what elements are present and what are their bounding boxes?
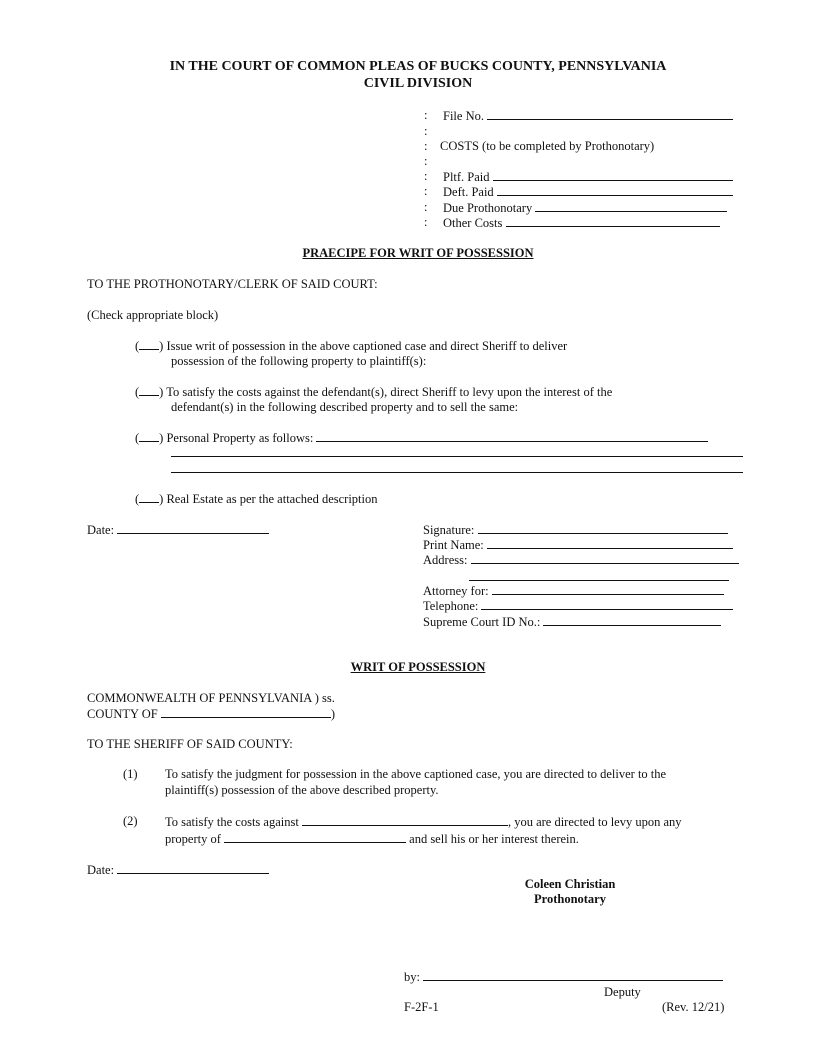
writ-title: WRIT OF POSSESSION	[350, 660, 486, 674]
writ-item-2-number: (2)	[123, 814, 138, 828]
attorney-for-row: Attorney for:	[423, 583, 724, 599]
prothonotary-name: Coleen Christian	[524, 877, 616, 891]
pltf-paid-row: Pltf. Paid	[443, 169, 733, 185]
caption-colon-7: :	[424, 200, 428, 214]
caption-colon-2: :	[424, 124, 428, 138]
other-costs-field[interactable]	[506, 215, 720, 227]
writ-item-1-line1: To satisfy the judgment for possession in the above captioned case, you are directed to deliver to the	[165, 767, 667, 781]
praecipe-title: PRAECIPE FOR WRIT OF POSSESSION	[302, 246, 534, 260]
writ-date: Date:	[87, 862, 269, 878]
file-no-field[interactable]	[487, 108, 733, 120]
caption-colon-6: :	[424, 184, 428, 198]
to-sheriff: TO THE SHERIFF OF SAID COUNTY:	[87, 737, 293, 751]
check-instruction: (Check appropriate block)	[87, 308, 219, 322]
signature-field[interactable]	[478, 522, 728, 534]
option-possession: ( ) Issue writ of possession in the above captioned case and direct Sheriff to deliver	[135, 339, 568, 353]
checkbox-costs[interactable]: ( )	[135, 385, 164, 399]
signature-row: Signature:	[423, 522, 728, 538]
personal-property-field-3[interactable]	[171, 472, 743, 473]
caption-colon-1: :	[424, 108, 428, 122]
deft-paid-row: Deft. Paid	[443, 184, 733, 200]
writ-date-field[interactable]	[117, 862, 269, 874]
address-field-2[interactable]	[469, 580, 729, 581]
to-prothonotary: TO THE PROTHONOTARY/CLERK OF SAID COURT:	[87, 277, 378, 291]
option-possession-line2: possession of the following property to plaintiff(s):	[171, 354, 427, 368]
option-personal-property: ( ) Personal Property as follows:	[135, 430, 708, 446]
telephone-field[interactable]	[481, 598, 733, 610]
print-name-row: Print Name:	[423, 537, 733, 553]
option-real-estate: ( ) Real Estate as per the attached description	[135, 492, 378, 506]
telephone-row: Telephone:	[423, 598, 733, 614]
commonwealth-line: COMMONWEALTH OF PENNSYLVANIA ) ss.	[87, 691, 335, 705]
praecipe-date-field[interactable]	[117, 522, 269, 534]
county-field[interactable]	[161, 706, 331, 718]
prothonotary-title: Prothonotary	[534, 892, 606, 906]
property-of-field[interactable]	[224, 831, 406, 843]
costs-label: COSTS (to be completed by Prothonotary)	[440, 139, 655, 153]
checkbox-real-estate[interactable]: ( )	[135, 492, 164, 506]
caption-colon-3: :	[424, 139, 428, 153]
revision-date: (Rev. 12/21)	[662, 1000, 725, 1014]
supreme-court-id-row: Supreme Court ID No.:	[423, 614, 721, 630]
pltf-paid-field[interactable]	[493, 169, 733, 181]
other-costs-row: Other Costs	[443, 215, 720, 231]
county-of-line: COUNTY OF )	[87, 707, 336, 721]
deputy-signature-row: by:	[404, 969, 723, 985]
checkbox-possession[interactable]: ( )	[135, 339, 164, 353]
writ-item-2-line2: property of and sell his or her interest therein.	[165, 832, 579, 846]
due-prothonotary-row: Due Prothonotary	[443, 200, 727, 216]
caption-colon-5: :	[424, 169, 428, 183]
checkbox-personal-property[interactable]: ( )	[135, 431, 164, 445]
personal-property-field-2[interactable]	[171, 456, 743, 457]
deputy-signature-field[interactable]	[423, 969, 723, 981]
caption-colon-8: :	[424, 215, 428, 229]
option-costs: ( ) To satisfy the costs against the defendant(s), direct Sheriff to levy upon the interest of the	[135, 385, 613, 399]
due-prothonotary-field[interactable]	[535, 200, 727, 212]
praecipe-date: Date:	[87, 522, 269, 538]
address-field-1[interactable]	[471, 552, 739, 564]
supreme-court-id-field[interactable]	[543, 614, 721, 626]
defendant-field[interactable]	[302, 814, 508, 826]
court-heading: IN THE COURT OF COMMON PLEAS OF BUCKS COUNTY, PENNSYLVANIA	[169, 59, 667, 74]
file-no-label: File No.	[443, 108, 733, 124]
deft-paid-field[interactable]	[497, 184, 733, 196]
caption-colon-4: :	[424, 154, 428, 168]
personal-property-field-1[interactable]	[316, 430, 708, 442]
deputy-label: Deputy	[604, 985, 641, 999]
form-number: F-2F-1	[404, 1000, 439, 1014]
attorney-for-field[interactable]	[492, 583, 724, 595]
writ-item-2-line1: To satisfy the costs against , you are directed to levy upon any	[165, 815, 682, 829]
print-name-field[interactable]	[487, 537, 733, 549]
division-heading: CIVIL DIVISION	[363, 76, 473, 91]
writ-item-1-line2: plaintiff(s) possession of the above described property.	[165, 783, 439, 797]
option-costs-line2: defendant(s) in the following described property and to sell the same:	[171, 400, 519, 414]
writ-item-1-number: (1)	[123, 767, 138, 781]
address-row: Address:	[423, 552, 739, 568]
